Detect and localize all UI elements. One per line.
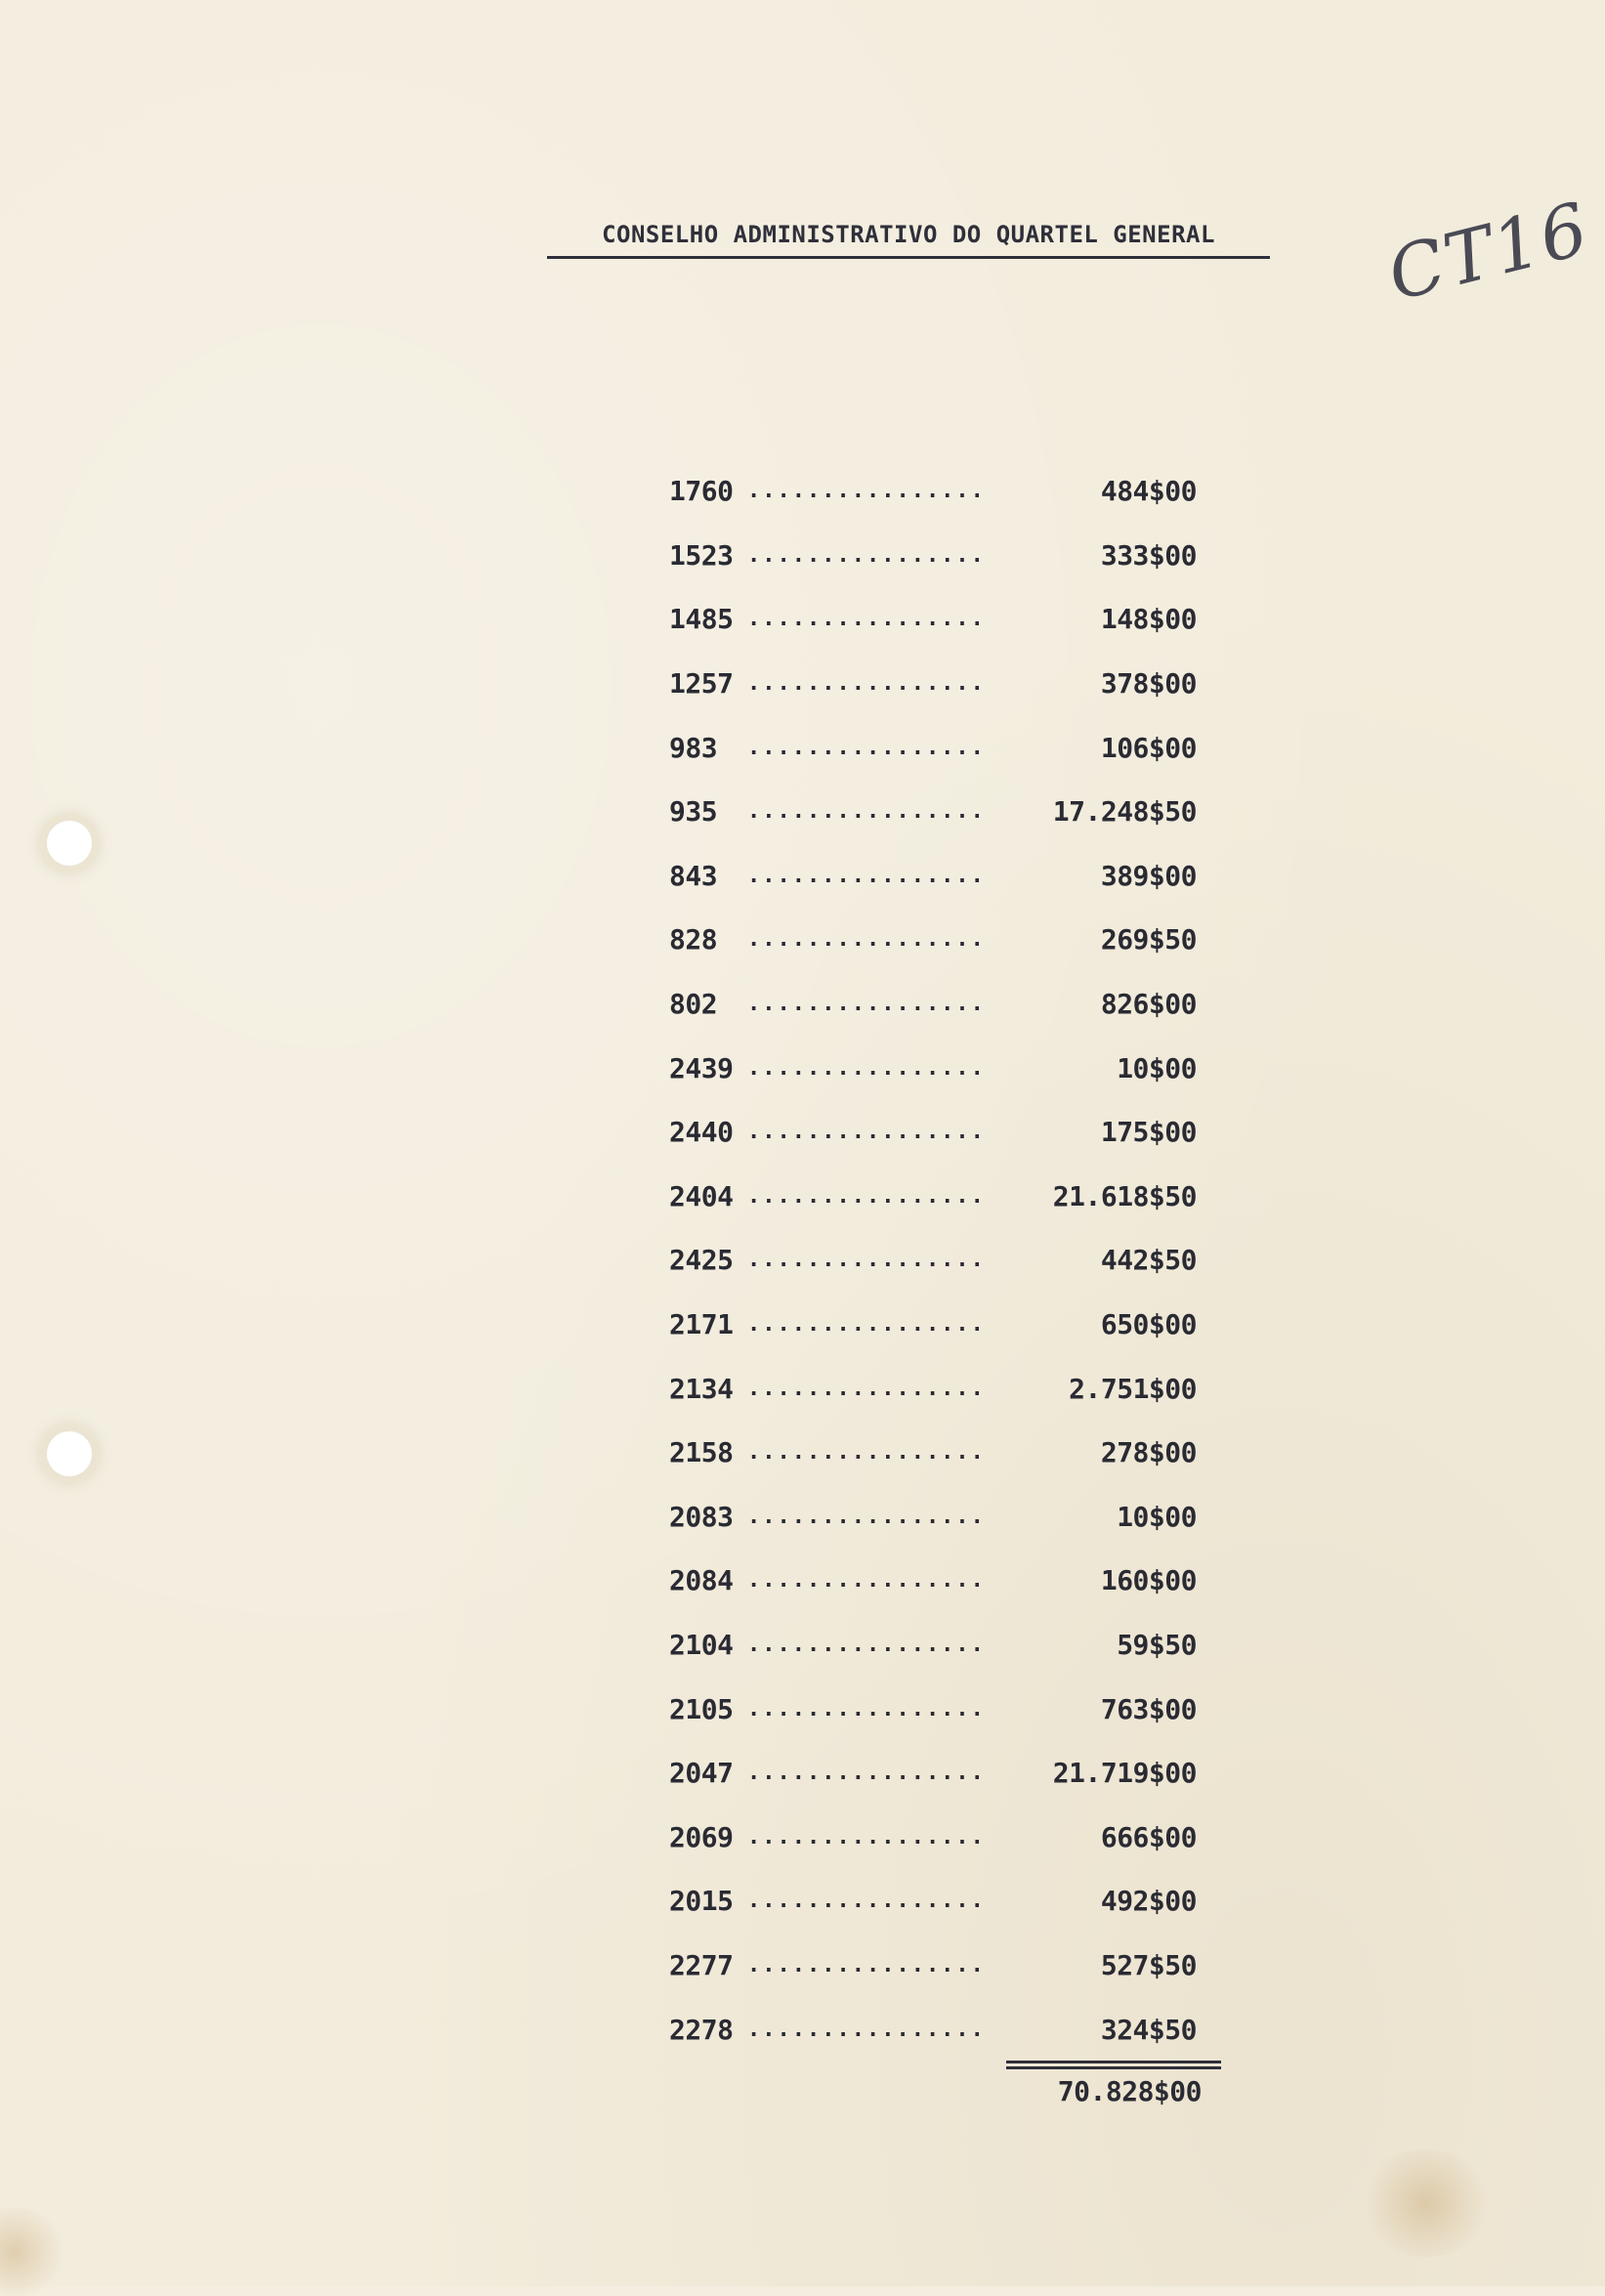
dot-leader: ................ bbox=[747, 1761, 986, 1786]
ledger-row bbox=[669, 1356, 1216, 1421]
ledger-row bbox=[669, 459, 1216, 524]
dot-leader: ................ bbox=[747, 1183, 986, 1209]
dot-leader: ................ bbox=[747, 735, 986, 760]
total-rule bbox=[1006, 2066, 1221, 2069]
entry-amount: 10$00 bbox=[1117, 1051, 1197, 1084]
entry-amount: 160$00 bbox=[1100, 1564, 1197, 1597]
entry-code: 2404 bbox=[669, 1179, 734, 1212]
entry-amount: 59$50 bbox=[1117, 1628, 1197, 1661]
entry-code: 2158 bbox=[669, 1436, 734, 1469]
punch-hole bbox=[47, 821, 92, 866]
ledger-row bbox=[669, 844, 1216, 909]
entry-amount: 278$00 bbox=[1100, 1436, 1197, 1469]
ledger-row bbox=[669, 1549, 1216, 1613]
ledger-row bbox=[669, 1100, 1216, 1165]
entry-code: 2439 bbox=[669, 1051, 734, 1084]
entry-code: 2425 bbox=[669, 1244, 734, 1277]
entry-amount: 527$50 bbox=[1100, 1948, 1197, 1981]
entry-amount: 492$00 bbox=[1100, 1885, 1197, 1918]
entry-code: 2278 bbox=[669, 2013, 734, 2046]
ledger-row bbox=[669, 1869, 1216, 1934]
dot-leader: ................ bbox=[747, 479, 986, 504]
ledger-row bbox=[669, 587, 1216, 652]
ledger-row bbox=[669, 652, 1216, 716]
entry-amount: 2.751$00 bbox=[1069, 1372, 1197, 1405]
stain-mark bbox=[1358, 2149, 1495, 2257]
ledger-row bbox=[669, 1485, 1216, 1550]
entry-code: 1760 bbox=[669, 475, 734, 508]
entry-amount: 21.719$00 bbox=[1052, 1757, 1197, 1790]
dot-leader: ................ bbox=[747, 1952, 986, 1977]
ledger-row bbox=[669, 1613, 1216, 1678]
entry-amount: 826$00 bbox=[1100, 988, 1197, 1021]
ledger-row bbox=[669, 1805, 1216, 1869]
entry-amount: 650$00 bbox=[1100, 1308, 1197, 1341]
ledger-row bbox=[669, 1165, 1216, 1229]
entry-code: 2084 bbox=[669, 1564, 734, 1597]
entry-amount: 21.618$50 bbox=[1052, 1179, 1197, 1212]
handwritten-reference: CT16 bbox=[1379, 187, 1598, 318]
entry-code: 802 bbox=[669, 988, 718, 1021]
entry-amount: 17.248$50 bbox=[1052, 795, 1197, 829]
entry-code: 983 bbox=[669, 731, 718, 764]
dot-leader: ................ bbox=[747, 1504, 986, 1529]
ledger-row bbox=[669, 715, 1216, 780]
entry-amount: 175$00 bbox=[1100, 1116, 1197, 1149]
dot-leader: ................ bbox=[747, 863, 986, 888]
dot-leader: ................ bbox=[747, 1889, 986, 1914]
dot-leader: ................ bbox=[747, 927, 986, 953]
entry-code: 1523 bbox=[669, 538, 734, 572]
entry-code: 1485 bbox=[669, 603, 734, 636]
entry-code: 2440 bbox=[669, 1116, 734, 1149]
ledger-row bbox=[669, 780, 1216, 844]
dot-leader: ................ bbox=[747, 607, 986, 632]
ledger-row bbox=[669, 908, 1216, 972]
dot-leader: ................ bbox=[747, 1696, 986, 1722]
dot-leader: ................ bbox=[747, 2017, 986, 2042]
dot-leader: ................ bbox=[747, 1824, 986, 1850]
dot-leader: ................ bbox=[747, 1440, 986, 1466]
grand-total: 70.828$00 bbox=[1057, 2075, 1202, 2107]
page-title: CONSELHO ADMINISTRATIVO DO QUARTEL GENERAL bbox=[602, 221, 1215, 248]
dot-leader: ................ bbox=[747, 1632, 986, 1657]
entry-amount: 333$00 bbox=[1100, 538, 1197, 572]
entry-code: 843 bbox=[669, 859, 718, 892]
title-underline bbox=[547, 256, 1270, 259]
ledger-row bbox=[669, 1934, 1216, 1998]
ledger-row bbox=[669, 1228, 1216, 1293]
punch-hole bbox=[47, 1431, 92, 1476]
dot-leader: ................ bbox=[747, 1055, 986, 1081]
dot-leader: ................ bbox=[747, 799, 986, 825]
entry-code: 935 bbox=[669, 795, 718, 829]
entry-code: 2105 bbox=[669, 1692, 734, 1725]
entry-amount: 269$50 bbox=[1100, 923, 1197, 957]
entry-code: 2047 bbox=[669, 1757, 734, 1790]
entry-amount: 10$00 bbox=[1117, 1500, 1197, 1533]
ledger-row bbox=[669, 1293, 1216, 1357]
entry-code: 2134 bbox=[669, 1372, 734, 1405]
entry-amount: 148$00 bbox=[1100, 603, 1197, 636]
dot-leader: ................ bbox=[747, 671, 986, 697]
dot-leader: ................ bbox=[747, 1120, 986, 1145]
entry-code: 828 bbox=[669, 923, 718, 957]
ledger-row bbox=[669, 1997, 1216, 2062]
ledger-list bbox=[669, 459, 1216, 2062]
entry-amount: 324$50 bbox=[1100, 2013, 1197, 2046]
dot-leader: ................ bbox=[747, 1248, 986, 1273]
entry-code: 2171 bbox=[669, 1308, 734, 1341]
ledger-row bbox=[669, 1677, 1216, 1741]
dot-leader: ................ bbox=[747, 1568, 986, 1594]
dot-leader: ................ bbox=[747, 992, 986, 1017]
dot-leader: ................ bbox=[747, 1376, 986, 1401]
ledger-row bbox=[669, 1036, 1216, 1100]
entry-code: 1257 bbox=[669, 667, 734, 701]
entry-code: 2069 bbox=[669, 1820, 734, 1853]
entry-amount: 484$00 bbox=[1100, 475, 1197, 508]
ledger-row bbox=[669, 1421, 1216, 1485]
ledger-row bbox=[669, 972, 1216, 1037]
ledger-row bbox=[669, 1741, 1216, 1806]
entry-amount: 106$00 bbox=[1100, 731, 1197, 764]
entry-amount: 666$00 bbox=[1100, 1820, 1197, 1853]
entry-code: 2015 bbox=[669, 1885, 734, 1918]
ledger-row bbox=[669, 524, 1216, 588]
dot-leader: ................ bbox=[747, 1312, 986, 1338]
entry-code: 2104 bbox=[669, 1628, 734, 1661]
entry-amount: 378$00 bbox=[1100, 667, 1197, 701]
dot-leader: ................ bbox=[747, 542, 986, 568]
total-rule bbox=[1006, 2061, 1221, 2063]
entry-amount: 763$00 bbox=[1100, 1692, 1197, 1725]
entry-code: 2277 bbox=[669, 1948, 734, 1981]
entry-amount: 442$50 bbox=[1100, 1244, 1197, 1277]
entry-amount: 389$00 bbox=[1100, 859, 1197, 892]
entry-code: 2083 bbox=[669, 1500, 734, 1533]
